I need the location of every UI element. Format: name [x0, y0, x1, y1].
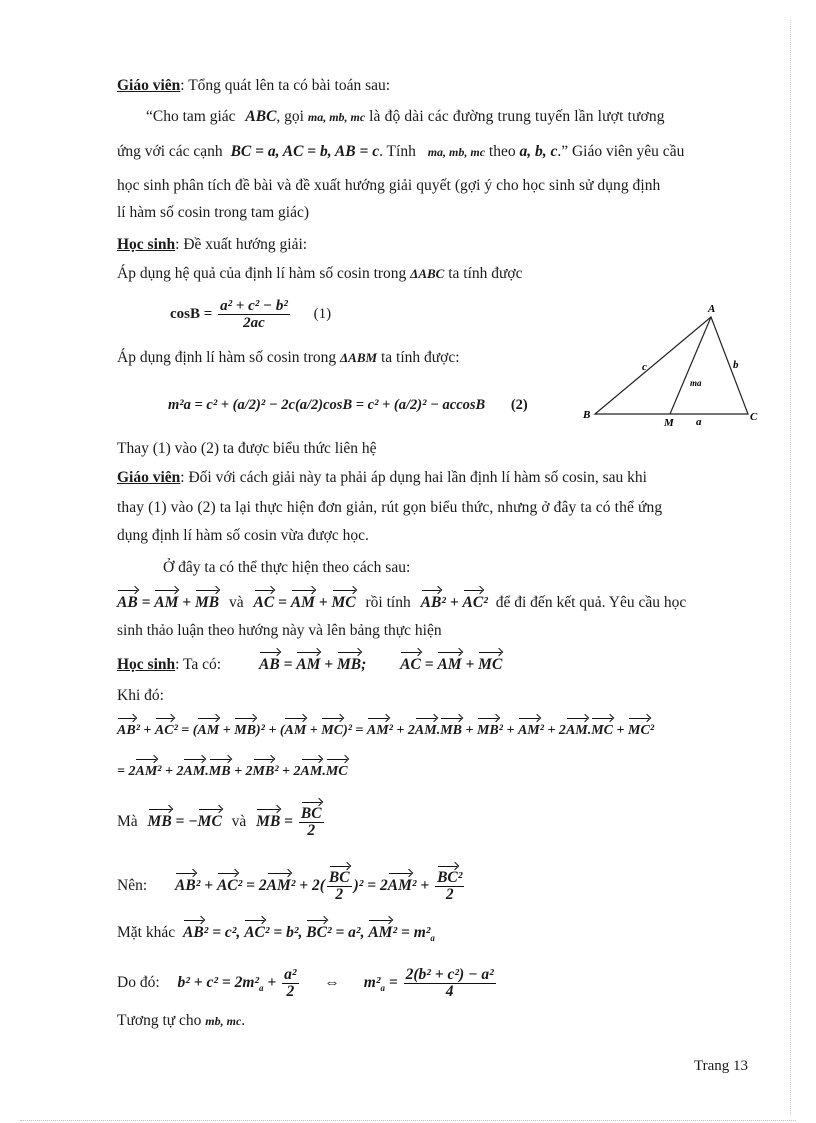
- discuss-line: sinh thảo luận theo hướng này và lên bảng thực hiện: [117, 622, 442, 639]
- problem-line-3: học sinh phân tích đề bài và đề xuất hướng giải quyết (gợi ý cho học sinh sử dụng định: [117, 177, 661, 194]
- problem-text: ứng với các cạnh: [117, 143, 223, 160]
- teacher-text-1: : Tổng quát lên ta có bài toán sau:: [180, 77, 391, 94]
- nen-line: Nên: AB² + AC² = 2AM² + 2( $\frac{BC}{2}$ )² = 2AM² + $\frac{\text{BC²}}{2}$: [117, 869, 463, 903]
- eq1-label: (1): [313, 305, 332, 322]
- problem-line-1: [146, 108, 665, 126]
- equation-1: [170, 298, 331, 331]
- ma-line: Mà MB = −MC và MB = $\frac{BC}{2}$: [117, 805, 322, 839]
- then-text: rồi tính: [365, 594, 411, 611]
- page-number: Trang 13: [693, 1058, 748, 1074]
- expansion-equation-2: = 2AM² + 2AM.MB + 2MB² + 2AM.MC: [117, 764, 348, 779]
- substitute-line: Thay (1) vào (2) ta được biểu thức liên hệ: [117, 440, 377, 457]
- label-C: C: [750, 411, 758, 423]
- apply-text: Áp dụng hệ quả của định lí hàm số cosin trong: [117, 265, 407, 282]
- student-paragraph-2: Học sinh: Ta có: AB = AM + MB; AC = AM + MC: [117, 656, 503, 673]
- vector-line: AB = AM + MB và AC = AM + MC rồi tính AB² + AC² để đi đến kết quả. Yêu cầu học: [117, 594, 687, 611]
- math-mb-mc: mb, mc: [205, 1014, 242, 1028]
- problem-text: “Cho tam giác: [146, 108, 236, 125]
- problem-line-4: lí hàm số cosin trong tam giác): [117, 204, 309, 221]
- teacher-label: Giáo viên: [117, 77, 181, 94]
- student-label: Học sinh: [117, 236, 176, 253]
- footer-divider: [20, 1120, 796, 1121]
- nen-text: Nên:: [117, 877, 148, 895]
- problem-text: theo: [488, 143, 516, 160]
- teacher-label: Giáo viên: [117, 469, 181, 486]
- khi-do-line: Khi đó:: [117, 687, 164, 704]
- problem-text: . Tính: [379, 143, 416, 160]
- eq1-numerator: a² + c² − b²: [220, 298, 288, 314]
- and-text: và: [229, 594, 244, 611]
- expansion-equation-1: AB² + AC² = (AM + MB)² + (AM + MC)² = AM² + 2AM.MB + MB² + AM² + 2AM.MC + MC²: [117, 723, 655, 738]
- teacher-paragraph-1: [117, 77, 390, 95]
- do-do-line: Do đó: $b^2 + c^2 = 2m^2_a$ + $\frac{\text{a²}}{2}$ ⇔ $m^2_a$ = $\frac{\text{2(b² + c²) − a²}}{4}$: [117, 966, 494, 1000]
- student-label: Học sinh: [117, 656, 176, 673]
- eq1-denominator: 2ac: [243, 315, 265, 331]
- page-border-right: [790, 20, 791, 1115]
- math-medians: ma, mb, mc: [427, 145, 486, 159]
- apply-line-2: [117, 349, 460, 367]
- equation-2: [168, 396, 528, 414]
- tuong-tu-text: Tương tự cho: [117, 1012, 202, 1029]
- iff-symbol: ⇔: [324, 974, 340, 992]
- problem-text: là độ dài các đường trung tuyến lần lượt tương: [369, 108, 665, 125]
- teacher-text-2: : Đối với cách giải này ta phải áp dụng hai lần định lí hàm số cosin, sau khi: [180, 469, 647, 486]
- student-paragraph-1: [117, 236, 307, 254]
- ma-text: Mà: [117, 813, 138, 831]
- math-abc: ABC: [245, 108, 277, 125]
- apply-text: Áp dụng định lí hàm số cosin trong: [117, 349, 337, 366]
- apply-text: ta tính được:: [380, 349, 460, 366]
- eq2-body: m²a = c² + (a/2)² − 2c(a/2)cosB = c² + (a/2)² − accosB: [168, 397, 486, 413]
- tuong-tu-line: Tương tự cho mb, mc.: [117, 1012, 246, 1029]
- apply-text: ta tính được: [448, 265, 523, 282]
- teacher-paragraph-2: [117, 469, 647, 487]
- problem-text: .” Giáo viên yêu cầu: [557, 143, 685, 160]
- tail-text: để đi đến kết quả. Yêu cầu học: [495, 594, 687, 611]
- label-B: B: [583, 409, 591, 421]
- eq1-lhs: cosB =: [170, 305, 213, 322]
- student-text: : Ta có:: [175, 656, 222, 673]
- label-b: b: [733, 359, 739, 371]
- mat-khac-text: Mặt khác: [117, 924, 176, 941]
- math-abc-lower: a, b, c: [519, 143, 558, 160]
- label-c: c: [642, 361, 647, 373]
- eq2-label: (2): [510, 397, 528, 413]
- triangle-abc-shape: [595, 317, 748, 414]
- math-triangle-abm: ΔABM: [340, 350, 378, 365]
- label-A: A: [708, 303, 716, 315]
- teacher-line-2: thay (1) vào (2) ta lại thực hiện đơn giản, rút gọn biểu thức, nhưng ở đây ta có thể ứng: [117, 499, 663, 516]
- problem-line-2: [117, 143, 684, 161]
- median-am-line: [670, 317, 711, 414]
- triangle-figure: [578, 300, 768, 432]
- problem-text: , gọi: [276, 108, 304, 125]
- mat-khac-line: Mặt khác AB² = c², AC² = b², BC² = a², $AM^2 = m^2_a$: [117, 924, 435, 944]
- label-a: a: [696, 416, 702, 428]
- teacher-line-3: dụng định lí hàm số cosin vừa được học.: [117, 527, 369, 544]
- apply-line-1: [117, 265, 523, 283]
- math-sides: BC = a, AC = b, AB = c: [230, 143, 380, 160]
- math-triangle-abc: ΔABC: [410, 266, 445, 281]
- alternative-intro: Ở đây ta có thể thực hiện theo cách sau:: [163, 559, 411, 576]
- do-do-text: Do đó:: [117, 974, 160, 992]
- and-text: và: [231, 813, 247, 831]
- label-M: M: [664, 417, 674, 429]
- label-ma: ma: [690, 378, 702, 388]
- math-medians: ma, mb, mc: [307, 110, 366, 124]
- student-text: : Đề xuất hướng giải:: [175, 236, 308, 253]
